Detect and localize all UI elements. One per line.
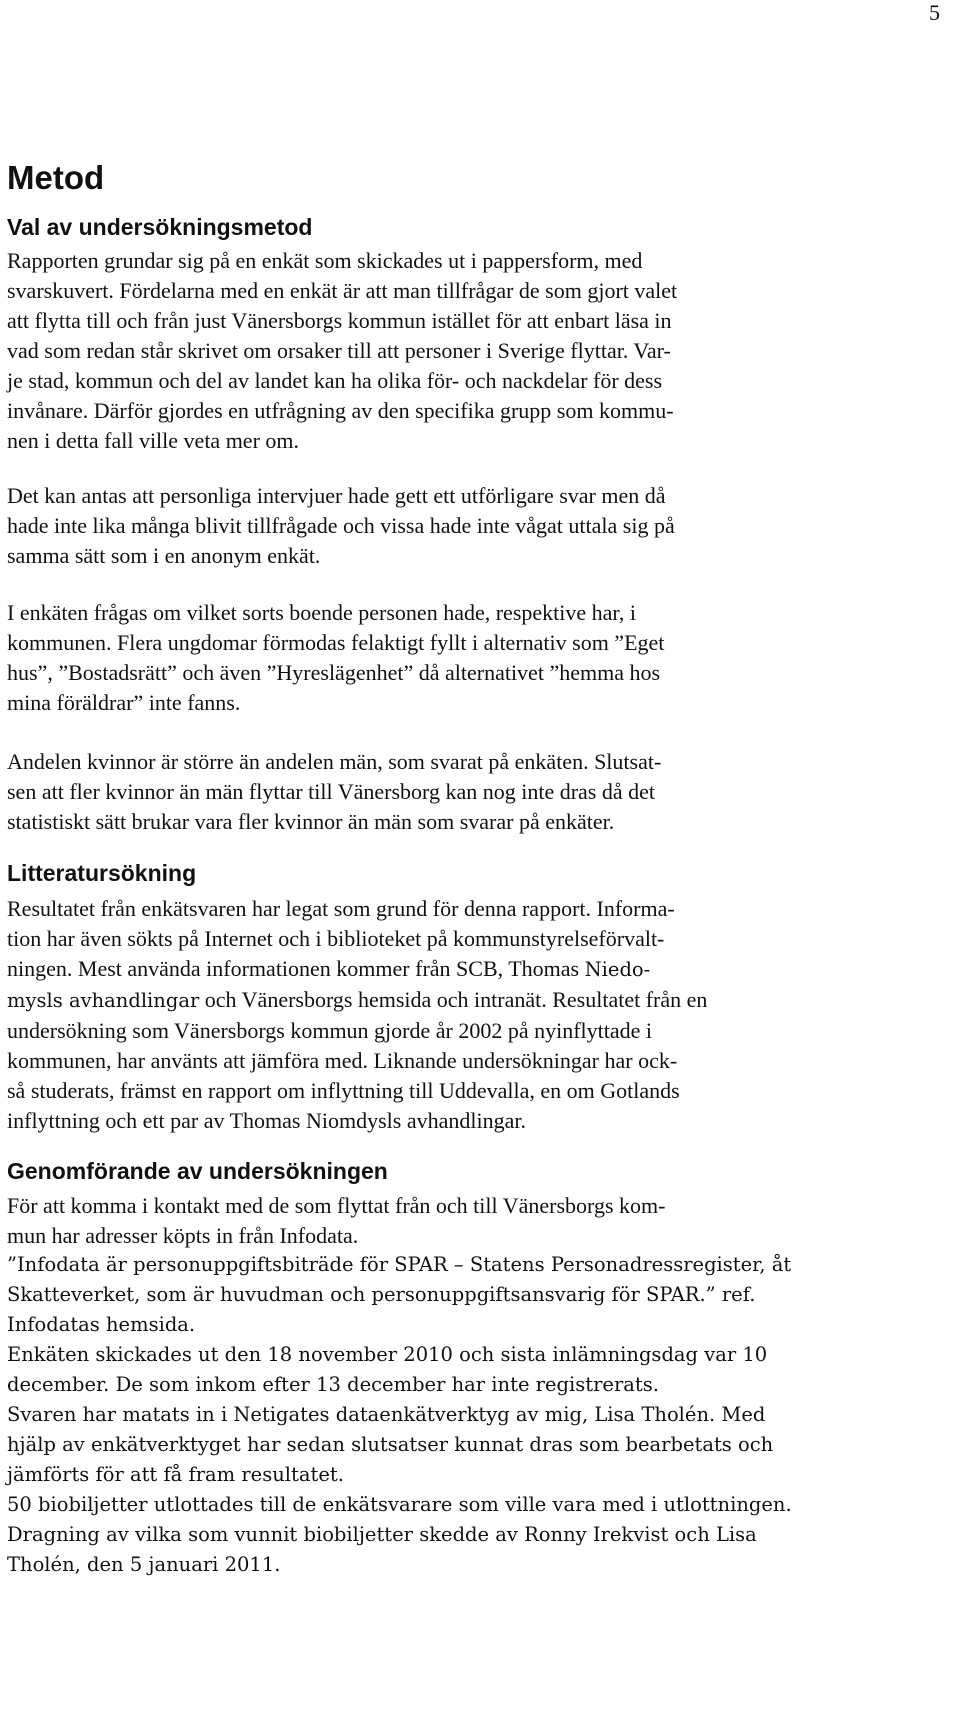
text-run: Niedo- xyxy=(584,958,651,981)
text-line: svarskuvert. Fördelarna med en enkät är att man tillfrågar de som gjort valet xyxy=(7,278,678,303)
text-line: kommunen, har använts att jämföra med. Liknande undersökningar har ock- xyxy=(7,1048,678,1073)
text-line: Infodatas hemsida. xyxy=(7,1313,196,1336)
text-line: mun har adresser köpts in från Infodata. xyxy=(7,1223,359,1248)
paragraph xyxy=(7,246,947,456)
paragraph xyxy=(7,598,947,718)
section-heading-litteratur: Litteratursökning xyxy=(7,860,197,886)
text-line: je stad, kommun och del av landet kan ha olika för- och nackdelar för dess xyxy=(7,368,663,393)
page-title: Metod xyxy=(7,159,105,196)
text-line: hjälp av enkätverktyget har sedan slutsatser kunnat dras som bearbetats och xyxy=(7,1433,774,1456)
text-line: undersökning som Vänersborgs kommun gjorde år 2002 på nyinflyttade i xyxy=(7,1018,653,1043)
text-line: mina föräldrar” inte fanns. xyxy=(7,690,241,715)
text-line: Det kan antas att personliga intervjuer hade gett ett utförligare svar men då xyxy=(7,483,666,508)
paragraph xyxy=(7,481,947,571)
text-line: För att komma i kontakt med de som flyttat från och till Vänersborgs kom- xyxy=(7,1193,666,1218)
paragraph xyxy=(7,1250,947,1580)
paragraph xyxy=(7,1191,947,1251)
text-line: Dragning av vilka som vunnit biobiljetter skedde av Ronny Irekvist och Lisa xyxy=(7,1523,757,1546)
text-line: Skatteverket, som är huvudman och personuppgiftsansvarig för SPAR.” ref. xyxy=(7,1283,756,1306)
text-line: hade inte lika många blivit tillfrågade och vissa hade inte vågat uttala sig på xyxy=(7,513,675,538)
text-run: ningen. Mest använda informationen kommer från SCB, Thomas xyxy=(7,956,585,981)
text-line: nen i detta fall ville veta mer om. xyxy=(7,428,300,453)
text-line: statistiskt sätt brukar vara fler kvinnor än män som svarar på enkäter. xyxy=(7,809,615,834)
text-line: Svaren har matats in i Netigates dataenkätverktyg av mig, Lisa Tholén. Med xyxy=(7,1403,766,1426)
page-number: 5 xyxy=(929,0,940,25)
text-line: tion har även sökts på Internet och i biblioteket på kommunstyrelseförvalt- xyxy=(7,926,665,951)
text-line: invånare. Därför gjordes en utfrågning av den specifika grupp som kommu- xyxy=(7,398,674,423)
text-line: vad som redan står skrivet om orsaker till att personer i Sverige flyttar. Var- xyxy=(7,338,671,363)
text-line: I enkäten frågas om vilket sorts boende personen hade, respektive har, i xyxy=(7,600,636,625)
text-line: samma sätt som i en anonym enkät. xyxy=(7,543,321,568)
paragraph xyxy=(7,747,947,837)
text-line xyxy=(7,985,947,1016)
text-line: ”Infodata är personuppgiftsbiträde för SPAR – Statens Personadressregister, åt xyxy=(7,1253,792,1276)
text-lines xyxy=(7,1016,947,1136)
section-heading-val: Val av undersökningsmetod xyxy=(7,214,313,240)
text-line: Resultatet från enkätsvaren har legat som grund för denna rapport. Informa- xyxy=(7,896,675,921)
text-line: Rapporten grundar sig på en enkät som skickades ut i pappersform, med xyxy=(7,248,643,273)
text-line: så studerats, främst en rapport om inflyttning till Uddevalla, en om Gotlands xyxy=(7,1078,680,1103)
paragraph xyxy=(7,894,947,1136)
text-line: december. De som inkom efter 13 december har inte registrerats. xyxy=(7,1373,659,1396)
text-line: jämförts för att få fram resultatet. xyxy=(7,1463,344,1486)
text-line: Enkäten skickades ut den 18 november 2010 och sista inlämningsdag var 10 xyxy=(7,1343,768,1366)
text-line: sen att fler kvinnor än män flyttar till Vänersborg kan nog inte dras då det xyxy=(7,779,656,804)
text-line xyxy=(7,954,947,985)
text-line: Tholén, den 5 januari 2011. xyxy=(7,1553,281,1576)
text-line: inflyttning och ett par av Thomas Niomdysls avhandlingar. xyxy=(7,1108,526,1133)
text-line: att flytta till och från just Vänersborgs kommun istället för att enbart läsa in xyxy=(7,308,672,333)
text-line: Andelen kvinnor är större än andelen män, som svarat på enkäten. Slutsat- xyxy=(7,749,662,774)
text-run: mysls avhandlingar xyxy=(7,989,200,1012)
text-line: hus”, ”Bostadsrätt” och även ”Hyreslägenhet” då alternativet ”hemma hos xyxy=(7,660,661,685)
section-heading-genomforande: Genomförande av undersökningen xyxy=(7,1158,388,1184)
text-line: kommunen. Flera ungdomar förmodas felaktigt fyllt i alternativ som ”Eget xyxy=(7,630,665,655)
text-run: och Vänersborgs hemsida och intranät. Resultatet från en xyxy=(199,987,708,1012)
text-line: 50 biobiljetter utlottades till de enkätsvarare som ville vara med i utlottningen. xyxy=(7,1493,792,1516)
